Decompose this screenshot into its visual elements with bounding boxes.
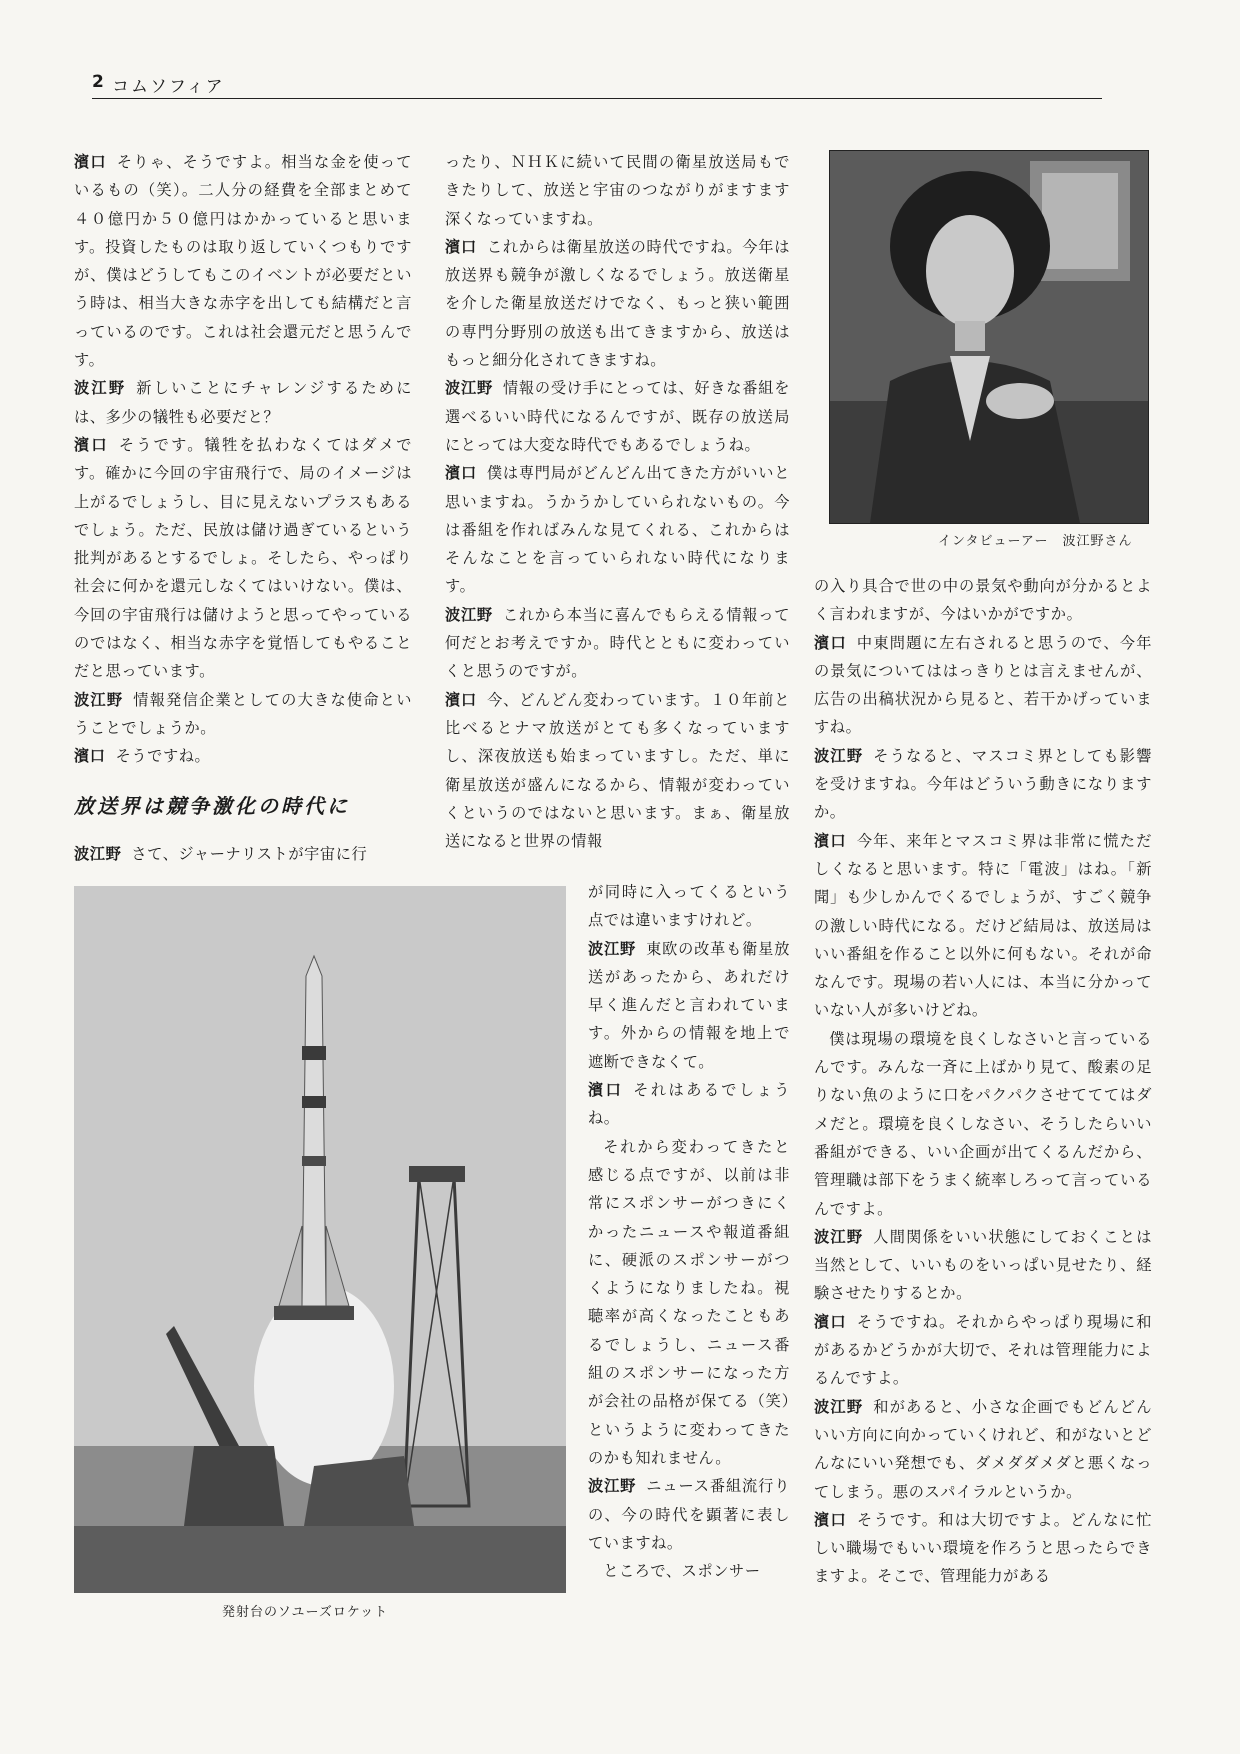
paragraph [588,1133,790,1473]
speech-text: ニュース番組流行りの、今の時代を顕著に表していますね。 [588,1477,790,1552]
speech-text: 新しいことにチャレンジするためには、多少の犠牲も必要だと？ [74,379,412,426]
speaker-name: 波江野 [588,1477,637,1496]
page-header [92,72,1102,99]
speaker-name: 波江野 [814,746,864,765]
paragraph [814,629,1152,742]
speaker-name: 波江野 [445,379,493,398]
speaker-name: 濱口 [445,464,477,483]
column-3 [814,572,1152,1591]
rocket-photo-caption: 発射台のソユーズロケット [222,1605,389,1620]
speech-text: そうなると、マスコミ界としても影響を受けますね。今年はどういう動きになりますか。 [814,746,1152,822]
speech-text: 東欧の改革も衛星放送があったから、あれだけ早く進んだと言われています。外からの情報を地上で遮断できなくて。 [588,939,790,1071]
speech-text: そうですね。 [115,747,211,766]
speaker-name: 波江野 [814,1397,864,1416]
paragraph [445,148,790,233]
paragraph [588,935,790,1076]
speech-text: これからは衛星放送の時代ですね。今年は放送界も競争が激しくなるでしょう。放送衛星を介した衛星放送だけでなく、もっと狭い範囲の専門分野別の放送も出てきますから、放送はもっと細分化されてきますね。 [445,237,790,370]
speaker-name: 波江野 [445,605,493,624]
speaker-name: 波江野 [74,845,122,863]
interviewer-photo-caption: インタビューアー 波江野さん [938,534,1133,549]
speech-text: 和があると、小さな企画でもどんどんいい方向に向かっていくけれど、和がないとどんなにいい発想でも、ダメダダメダと悪くなってしまう。悪のスパイラルというか。 [814,1397,1152,1501]
speech-text: これから本当に喜んでもらえる情報って何だとお考えですか。時代とともに変わっていくと思うのですが。 [445,605,790,681]
speaker-name: 濱口 [445,690,478,709]
speech-text: の入り具合で世の中の景気や動向が分かるとよく言われますが、今はいかがですか。 [814,577,1152,624]
paragraph [74,840,412,868]
speech-text: 今年、来年とマスコミ界は非常に慌ただしくなると思います。特に「電波」はね。「新聞」も少しかんでくるでしょうが、すごく競争の激しい時代になる。だけど結局は、放送局はいい番組を作ること以外に何もない。それが命なんです。現場の若い人には、本当に分かっていない人が多いけどね。 [814,831,1152,1020]
speaker-name: 波江野 [814,1227,864,1246]
speaker-name: 濱口 [74,153,107,171]
speech-text: が同時に入ってくるという点では違いますけれど。 [588,883,790,930]
paragraph [814,1025,1152,1223]
paragraph [74,148,412,374]
rocket-photo-illustration [74,886,566,1593]
column-2-narrow [588,878,790,1585]
paragraph [445,233,790,374]
paragraph [814,1308,1152,1393]
speech-text: 今、どんどん変わっています。１０年前と比べるとナマ放送がとても多くなっていますし、深夜放送も始まっていますし。ただ、単に衛星放送が盛んになるから、情報が変わっていくというのではないと思います。まぁ、衛星放送になると世界の情報 [445,690,790,851]
paragraph [588,1076,790,1133]
speech-text: 人間関係をいい状態にしておくことは当然として、いいものをいっぱい見せたり、経験させたりするとか。 [814,1227,1152,1303]
speech-text: そうです。犠牲を払わなくてはダメです。確かに今回の宇宙飛行で、局のイメージは上がるでしょうし、目に見えないプラスもあるでしょう。ただ、民放は儲け過ぎているという批判があるとするでしょ。そしたら、やっぱり社会に何かを還元しなくてはいけない。僕は、今回の宇宙飛行は儲けようと思ってやっているのではなく、相当な赤字を覚悟してもやることだと思っています。 [74,435,412,681]
paragraph [74,431,412,686]
paragraph [588,1472,790,1557]
paragraph [445,686,790,856]
speech-text: それはあるでしょうね。 [588,1081,791,1128]
paragraph [445,374,790,459]
speech-text: そうです。和は大切ですよ。どんなに忙しい職場でもいい環境を作ろうと思ったらできますよ。そこで、管理能力がある [814,1510,1152,1586]
speech-text: 情報発信企業としての大きな使命ということでしょうか。 [74,690,412,737]
speech-text: さて、ジャーナリストが宇宙に行 [131,845,368,863]
paragraph [814,1393,1152,1506]
speaker-name: 濱口 [814,1312,847,1331]
paragraph [588,878,790,935]
interviewer-photo [829,150,1149,524]
speaker-name: 波江野 [588,939,637,958]
paragraph [814,1506,1152,1591]
speech-text: 僕は現場の環境を良くしなさいと言っているんです。みんな一斉に上ばかり見て、酸素の足りない魚のように口をパクパクさせてててはダメだと。環境を良くしなさい、そうしたらいい番組ができる、いい企画が出てくるんだから、管理職は部下をうまく統率しろって言っているんですよ。 [814,1029,1152,1218]
speaker-name: 濱口 [445,237,477,256]
paragraph [74,374,412,431]
speaker-name: 濱口 [814,1510,847,1529]
paragraph [445,601,790,686]
speaker-name: 濱口 [814,831,847,850]
speech-text: ところで、スポンサー [603,1562,761,1581]
paragraph [74,686,412,743]
paragraph [814,827,1152,1025]
page-number: 2 [92,72,106,92]
speech-text: そうですね。それからやっぱり現場に和があるかどうかが大切で、それは管理能力によるんですよ。 [814,1312,1152,1388]
speaker-name: 波江野 [74,690,124,709]
speaker-name: 濱口 [74,747,106,766]
paragraph [814,742,1152,827]
column-2 [445,148,790,855]
paragraph [814,1223,1152,1308]
interviewer-photo-illustration [830,151,1148,523]
speaker-name: 濱口 [814,633,847,652]
speaker-name: 濱口 [588,1081,624,1100]
speech-text: ったり、ＮＨＫに続いて民間の衛星放送局もできたりして、放送と宇宙のつながりがますます深くなっていますね。 [445,153,790,228]
paragraph [588,1557,790,1585]
section-heading: 放送界は競争激化の時代に [74,794,350,818]
speech-text: それから変わってきたと感じる点ですが、以前は非常にスポンサーがつきにくかったニュースや報道番組に、硬派のスポンサーがつくようになりましたね。視聴率が高くなったこともあるでしょうし、ニュース番組のスポンサーになった方が会社の品格が保てる（笑）というように変わってきたのかも知れません。 [588,1137,790,1467]
speech-text: 情報の受け手にとっては、好きな番組を選べるいい時代になるんですが、既存の放送局にとっては大変な時代でもあるでしょうね。 [445,379,790,454]
paragraph [445,459,790,600]
column-1-continued [74,840,412,868]
speaker-name: 波江野 [74,379,127,398]
paragraph [74,742,412,770]
speech-text: そりゃ、そうですよ。相当な金を使っているもの（笑）。二人分の経費を全部まとめて４０億円か５０億円はかかっていると思います。投資したものは取り返していくつもりですが、僕はどうしてもこのイベントが必要だという時は、相当大きな赤字を出しても結構だと言っているのです。これは社会還元だと思うんです。 [74,153,412,370]
speaker-name: 濱口 [74,435,109,454]
speech-text: 僕は専門局がどんどん出てきた方がいいと思いますね。うかうかしていられないもの。今は番組を作ればみんな見てくれる、これからはそんなことを言っていられない時代になります。 [445,464,790,596]
paragraph [814,572,1152,629]
column-1 [74,148,412,771]
speech-text: 中東問題に左右されると思うので、今年の景気についてははっきりとは言えませんが、広告の出稿状況から見ると、若干かげっていますね。 [814,633,1153,737]
rocket-photo [74,886,566,1593]
magazine-title: コムソフィア [112,77,225,97]
